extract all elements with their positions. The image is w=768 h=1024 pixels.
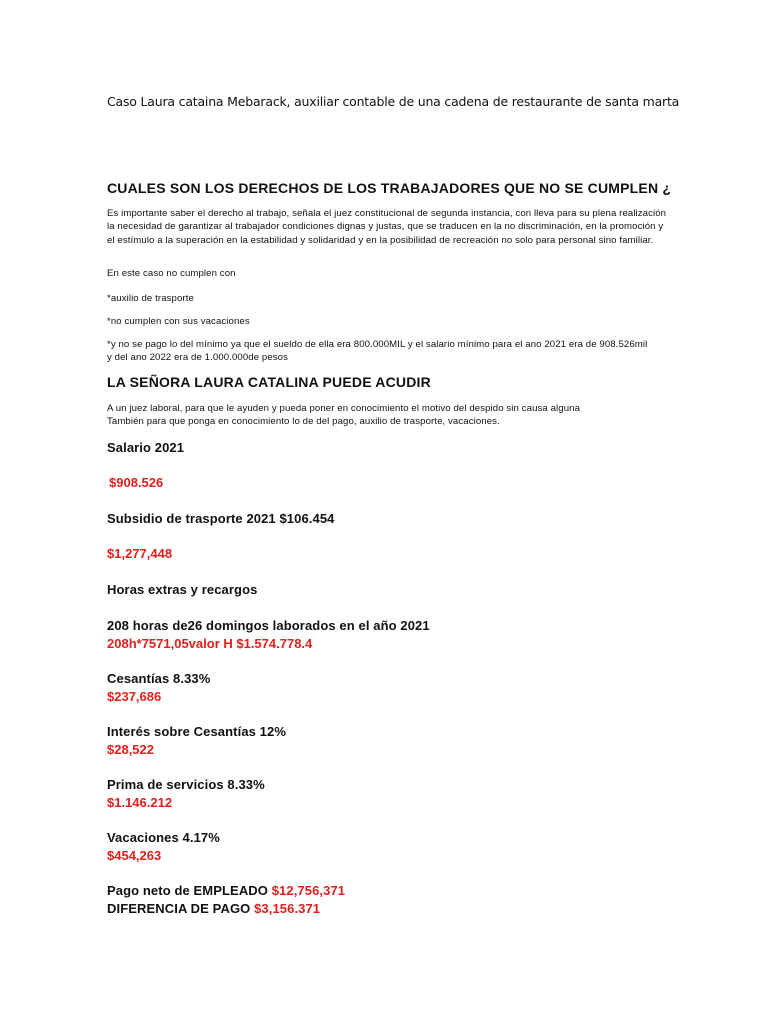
diferencia-label: DIFERENCIA DE PAGO — [107, 901, 255, 916]
vacaciones-value: $454,263 — [107, 848, 162, 863]
horas-value: 208h*7571,05valor H $1.574.778.4 — [107, 636, 313, 651]
salary-note: *y no se pago lo del mínimo ya que el sueldo de ella era 800.000MIL y el salario mínimo para el ano 2021 era de 908.526mil — [107, 339, 648, 350]
diferencia-row — [107, 901, 320, 916]
subsidio-label: Subsidio de trasporte 2021 $106.454 — [107, 511, 335, 526]
options-line: También para que ponga en conocimiento lo de del pago, auxilio de trasporte, vacaciones. — [107, 416, 500, 427]
cesantias-value: $237,686 — [107, 689, 162, 704]
salary-note-continued: y del ano 2022 era de 1.000.000de pesos — [107, 352, 288, 363]
horas-label: Horas extras y recargos — [107, 582, 258, 597]
list-item: *auxilio de trasporte — [107, 293, 194, 304]
section-heading-options: LA SEÑORA LAURA CATALINA PUEDE ACUDIR — [107, 374, 431, 390]
horas-detail: 208 horas de26 domingos laborados en el año 2021 — [107, 618, 430, 633]
section-heading-rights: CUALES SON LOS DERECHOS DE LOS TRABAJADORES QUE NO SE CUMPLEN ¿ — [107, 180, 672, 196]
options-line: A un juez laboral, para que le ayuden y pueda poner en conocimiento el motivo del despido sin causa alguna — [107, 403, 581, 414]
list-item: *no cumplen con sus vacaciones — [107, 316, 250, 327]
pago-neto-label: Pago neto de EMPLEADO — [107, 883, 272, 898]
prima-label: Prima de servicios 8.33% — [107, 777, 265, 792]
salario-label: Salario 2021 — [107, 440, 185, 455]
salario-value: $908.526 — [109, 475, 164, 490]
interes-label: Interés sobre Cesantías 12% — [107, 724, 287, 739]
cesantias-label: Cesantías 8.33% — [107, 671, 211, 686]
pago-neto-value: $12,756,371 — [271, 883, 346, 898]
interes-value: $28,522 — [107, 742, 154, 757]
intro-line: En este caso no cumplen con — [107, 268, 236, 279]
subsidio-total: $1,277,448 — [107, 546, 173, 561]
pago-neto-row — [107, 883, 345, 898]
diferencia-value: $3,156.371 — [254, 901, 321, 916]
prima-value: $1.146.212 — [107, 795, 173, 810]
vacaciones-label: Vacaciones 4.17% — [107, 830, 220, 845]
document-title: Caso Laura cataina Mebarack, auxiliar contable de una cadena de restaurante de santa marta — [107, 94, 680, 109]
rights-paragraph: Es importante saber el derecho al trabajo, señala el juez constitucional de segunda instancia, con lleva para su plena realización la necesidad de garantizar al trabajador condiciones dignas y justas, que se traducen en la no discriminación, en la promoción y el estímulo a la superación en la estabilidad y solidaridad y en la posibilidad de recreación no solo para personal sino familiar. — [107, 208, 667, 246]
